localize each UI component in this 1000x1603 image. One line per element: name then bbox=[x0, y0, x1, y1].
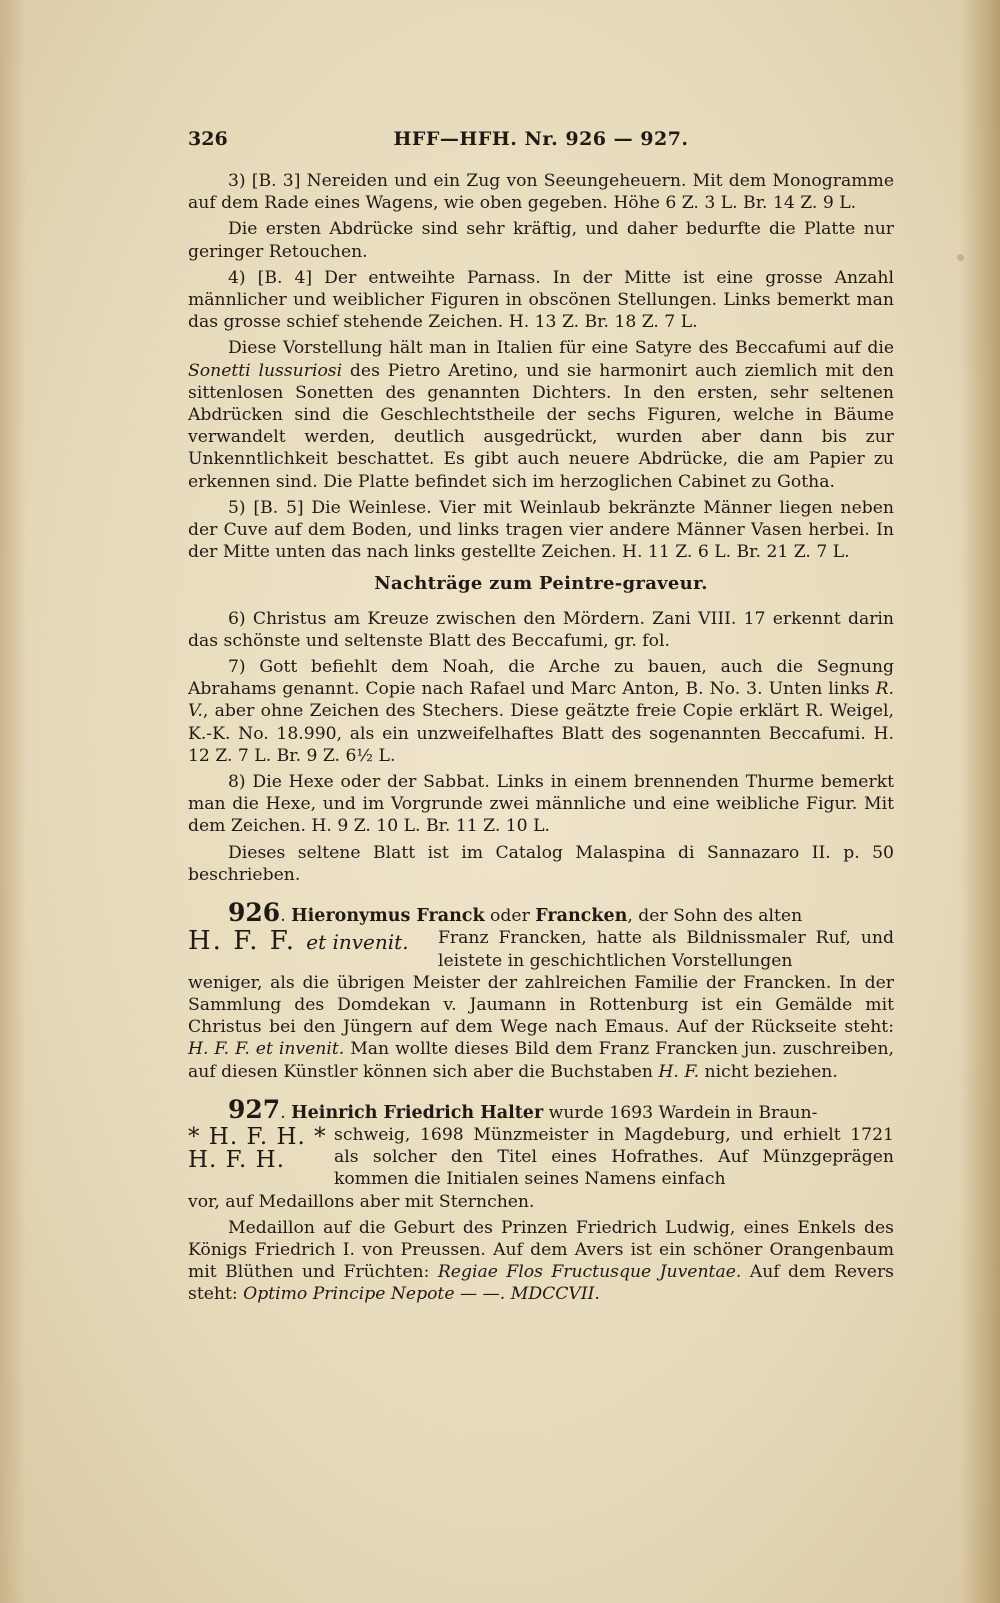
entry-926 bbox=[188, 898, 894, 1083]
monogram-side-text: schweig, 1698 Münzmeister in Magdeburg, und erhielt 1721 als solcher den Titel eines Hofrathes. Auf Münzgeprägen kommen die Initialen seines Namens einfach bbox=[334, 1124, 894, 1190]
entry-number: 926 bbox=[228, 898, 281, 928]
entry-926-body: weniger, als die übrigen Meister der zahlreichen Familie der Francken. In der Sammlung des Domdekan v. Jaumann in Rottenburg ist ein Gemälde mit Christus bei den Jüngern auf dem Wege nach Emaus. Auf der Rückseite steht: H. F. F. et invenit. Man wollte dieses Bild dem Franz Francken jun. zuschreiben, auf diesen Künstler können sich aber die Buchstaben H. F. nicht beziehen. bbox=[188, 972, 894, 1082]
entry-number: 927 bbox=[228, 1094, 281, 1124]
page-header bbox=[188, 128, 894, 162]
page-edge-shadow-right bbox=[960, 0, 1000, 1603]
stain-mark bbox=[957, 254, 964, 261]
text-column bbox=[188, 128, 894, 1310]
artist-name: Hieronymus Franck bbox=[291, 906, 485, 927]
running-head: HFF—HFH. Nr. 926 — 927. bbox=[393, 128, 689, 150]
entry-927-body: vor, auf Medaillons aber mit Sternchen. bbox=[188, 1191, 535, 1212]
item-6: 6) Christus am Kreuze zwischen den Mördern. Zani VIII. 17 erkennt darin das schönste und seltenste Blatt des Beccafumi, gr. fol. bbox=[188, 608, 894, 651]
item-3: 3) [B. 3] Nereiden und ein Zug von Seeungeheuern. Mit dem Monogramme auf dem Rade eines Wagens, wie oben gegeben. Höhe 6 Z. 3 L. Br. 14 Z. 9 L. bbox=[188, 171, 894, 214]
page-number: 326 bbox=[188, 128, 228, 150]
item-4: 4) [B. 4] Der entweihte Parnass. In der Mitte ist eine grosse Anzahl männlicher und weiblicher Figuren in obscönen Stellungen. Links bemerkt man das grosse schief stehende Zeichen. H. 13 Z. Br. 18 Z. 7 L. bbox=[188, 267, 894, 333]
entry-927 bbox=[188, 1094, 894, 1306]
monogram-side-text: Franz Francken, hatte als Bildnissmaler Ruf, und leistete in geschichtlichen Vorstellungen bbox=[438, 928, 894, 971]
item-8: 8) Die Hexe oder der Sabbat. Links in einem brennenden Thurme bemerkt man die Hexe, und im Vorgrunde zwei männliche und eine weibliche Figur. Mit dem Zeichen. H. 9 Z. 10 L. Br. 11 Z. 10 L. bbox=[188, 772, 894, 837]
monogram-row bbox=[188, 1124, 894, 1191]
section-heading: Nachträge zum Peintre-graveur. bbox=[374, 573, 708, 595]
entry-927-heading: 927. Heinrich Friedrich Halter wurde 1693 Wardein in Braun- bbox=[228, 1094, 818, 1124]
monogram: * H. F. H. * H. F. H. bbox=[188, 1123, 327, 1173]
entry-926-heading: 926. Hieronymus Franck oder Francken, der Sohn des alten bbox=[228, 898, 803, 928]
item-4-note: Diese Vorstellung hält man in Italien für eine Satyre des Beccafumi auf die Sonetti lussuriosi des Pietro Aretino, und sie harmonirt auch ziemlich mit den sittenlosen Sonetten des genannten Dichters. In den ersten, sehr seltenen Abdrücken sind die Geschlechtstheile der sechs Figuren, welche in Bäume verwandelt werden, deutlich ausgedrückt, wurden aber dann bis zur Unkenntlichkeit beschattet. Es gibt auch neuere Abdrücke, die am Papier zu erkennen sind. Die Platte befindet sich im herzoglichen Cabinet zu Gotha. bbox=[188, 338, 894, 492]
artist-name: Heinrich Friedrich Halter bbox=[291, 1102, 544, 1123]
page-edge-shadow-left bbox=[0, 0, 26, 1603]
monogram-row bbox=[188, 927, 894, 971]
entry-927-medaillon: Medaillon auf die Geburt des Prinzen Friedrich Ludwig, eines Enkels des Königs Friedrich I. von Preussen. Auf dem Avers ist ein schöner Orangenbaum mit Blüthen und Früchten: Regiae Flos Fructusque Juventae. Auf dem Revers steht: Optimo Principe Nepote — —. MDCCVII. bbox=[188, 1217, 894, 1305]
item-7: 7) Gott befiehlt dem Noah, die Arche zu bauen, auch die Segnung Abrahams genannt. Copie nach Rafael und Marc Anton, B. No. 3. Unten links R. V., aber ohne Zeichen des Stechers. Diese geätzte freie Copie erklärt R. Weigel, K.-K. No. 18.990, als ein unzweifelhaftes Blatt des sogenannten Beccafumi. H. 12 Z. 7 L. Br. 9 Z. 6½ L. bbox=[188, 657, 894, 766]
item-5: 5) [B. 5] Die Weinlese. Vier mit Weinlaub bekränzte Männer liegen neben der Cuve auf dem Boden, und links tragen vier andere Männer Vasen herbei. In der Mitte unten das nach links gestellte Zeichen. H. 11 Z. 6 L. Br. 21 Z. 7 L. bbox=[188, 497, 894, 563]
item-3-note: Die ersten Abdrücke sind sehr kräftig, und daher bedurfte die Platte nur geringer Retouchen. bbox=[188, 219, 894, 262]
item-8-note: Dieses seltene Blatt ist im Catalog Malaspina di Sannazaro II. p. 50 beschrieben. bbox=[188, 842, 894, 885]
monogram: H. F. F. et invenit. bbox=[188, 926, 409, 957]
